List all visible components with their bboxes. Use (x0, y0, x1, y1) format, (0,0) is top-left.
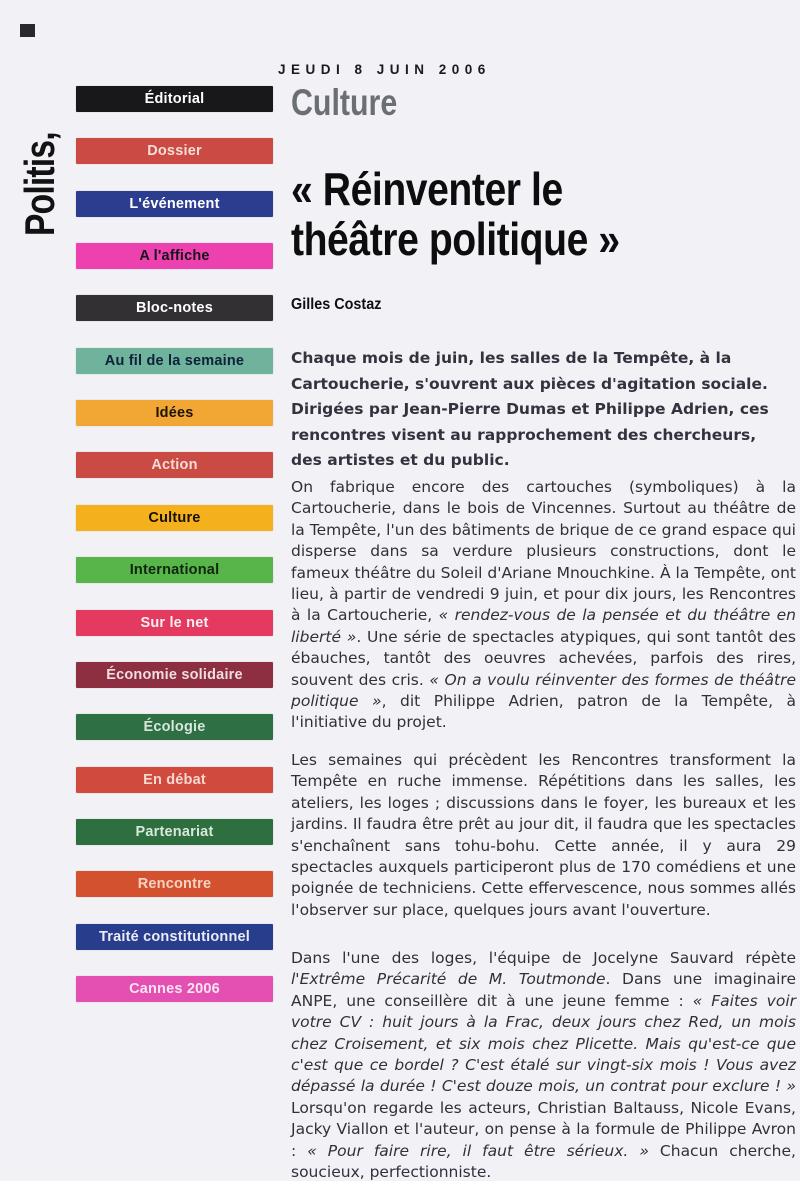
byline (291, 296, 391, 314)
sidebar-item-cannes-2006[interactable]: Cannes 2006 (76, 976, 273, 1002)
sidebar-item-rencontre[interactable]: Rencontre (76, 871, 273, 897)
sidebar-item-a-l-affiche[interactable]: A l'affiche (76, 243, 273, 269)
sidebar-item-idees[interactable]: Idées (76, 400, 273, 426)
headline-line-2: théâtre politique » (291, 213, 620, 265)
sidebar (76, 86, 273, 1036)
sidebar-item-editorial[interactable]: Éditorial (76, 86, 273, 112)
sidebar-item-l-evenement[interactable]: L'événement (76, 191, 273, 217)
sidebar-item-en-debat[interactable]: En débat (76, 767, 273, 793)
article-paragraph-3: Dans l'une des loges, l'équipe de Jocelyne Sauvard répète l'Extrême Précarité de M. Toutmonde. Dans une imaginaire ANPE, une conseillère dit à une jeune femme : « Faites voir votre CV : huit jours à la Frac, deux jours chez Red, un mois chez Croisement, et six mois chez Plicette. Mais qu'est-ce que c'est que ce bordel ? C'est étalé sur vingt-six mois ! Vous avez dépassé la durée ! C'est douze mois, un contrat pour exclure ! » Lorsqu'on regarde les acteurs, Christian Baltauss, Nicole Evans, Jacky Viallon et l'auteur, on pense à la formule de Philippe Avron : « Pour faire rire, il faut être sérieux. » Chacun cherche, soucieux, perfectionniste. (291, 949, 796, 1181)
sidebar-item-international[interactable]: International (76, 557, 273, 583)
politis-logo[interactable]: Politis, (16, 132, 63, 236)
section-title-text: Culture (291, 82, 398, 123)
sidebar-item-culture[interactable]: Culture (76, 505, 273, 531)
sidebar-item-ecologie[interactable]: Écologie (76, 714, 273, 740)
scan-corner-mark (20, 24, 35, 37)
sidebar-item-traite-constitutionnel[interactable]: Traité constitutionnel (76, 924, 273, 950)
section-title (291, 84, 421, 122)
sidebar-item-sur-le-net[interactable]: Sur le net (76, 610, 273, 636)
sidebar-item-bloc-notes[interactable]: Bloc-notes (76, 295, 273, 321)
article-headline (291, 164, 678, 264)
sidebar-item-action[interactable]: Action (76, 452, 273, 478)
article (278, 0, 797, 1181)
sidebar-item-dossier[interactable]: Dossier (76, 138, 273, 164)
sidebar-item-economie-solidaire[interactable]: Économie solidaire (76, 662, 273, 688)
headline-line-1: « Réinventer le (291, 163, 563, 215)
article-paragraph-2: Les semaines qui précèdent les Rencontres transforment la Tempête en ruche immense. Répétitions dans les salles, les ateliers, les loges ; discussions dans le foyer, les bureaux et les jardins. Il faudra être prêt au jour dit, il faudra que les spectacles s'enchaînent sans tohu-bohu. Cette année, il y aura 29 spectacles auxquels participeront plus de 170 comédiens et une poignée de techniciens. Cette effervescence, nous sommes allés l'observer sur place, quelques jours avant l'ouverture. (291, 751, 796, 919)
article-paragraph-1: On fabrique encore des cartouches (symboliques) à la Cartoucherie, dans le bois de Vincennes. Surtout au théâtre de la Tempête, l'un des bâtiments de brique de ce grand espace qui disperse dans sa verdure plusieurs constructions, dont le fameux théâtre du Soleil d'Ariane Mnouchkine. À la Tempête, ont lieu, à partir de vendredi 9 juin, et pour dix jours, les Rencontres à la Cartoucherie, « rendez-vous de la pensée et du théâtre en liberté ». Une série de spectacles atypiques, qui sont tantôt des ébauches, tantôt des oeuvres achevées, parfois des rires, souvent des cris. « On a voulu réinventer des formes de théâtre politique », dit Philippe Adrien, patron de la Tempête, à l'initiative du projet. (291, 478, 797, 732)
issue-date: JEUDI 8 JUIN 2006 (278, 62, 491, 77)
article-lead: Chaque mois de juin, les salles de la Tempête, à la Cartoucherie, s'ouvrent aux pièces d'agitation sociale. Dirigées par Jean-Pierre Dumas et Philippe Adrien, ces rencontres visent au rapprochement des chercheurs, des artistes et du public. (291, 349, 769, 469)
sidebar-item-partenariat[interactable]: Partenariat (76, 819, 273, 845)
sidebar-item-au-fil-de-la-semaine[interactable]: Au fil de la semaine (76, 348, 273, 374)
byline-text: Gilles Costaz (291, 296, 382, 313)
